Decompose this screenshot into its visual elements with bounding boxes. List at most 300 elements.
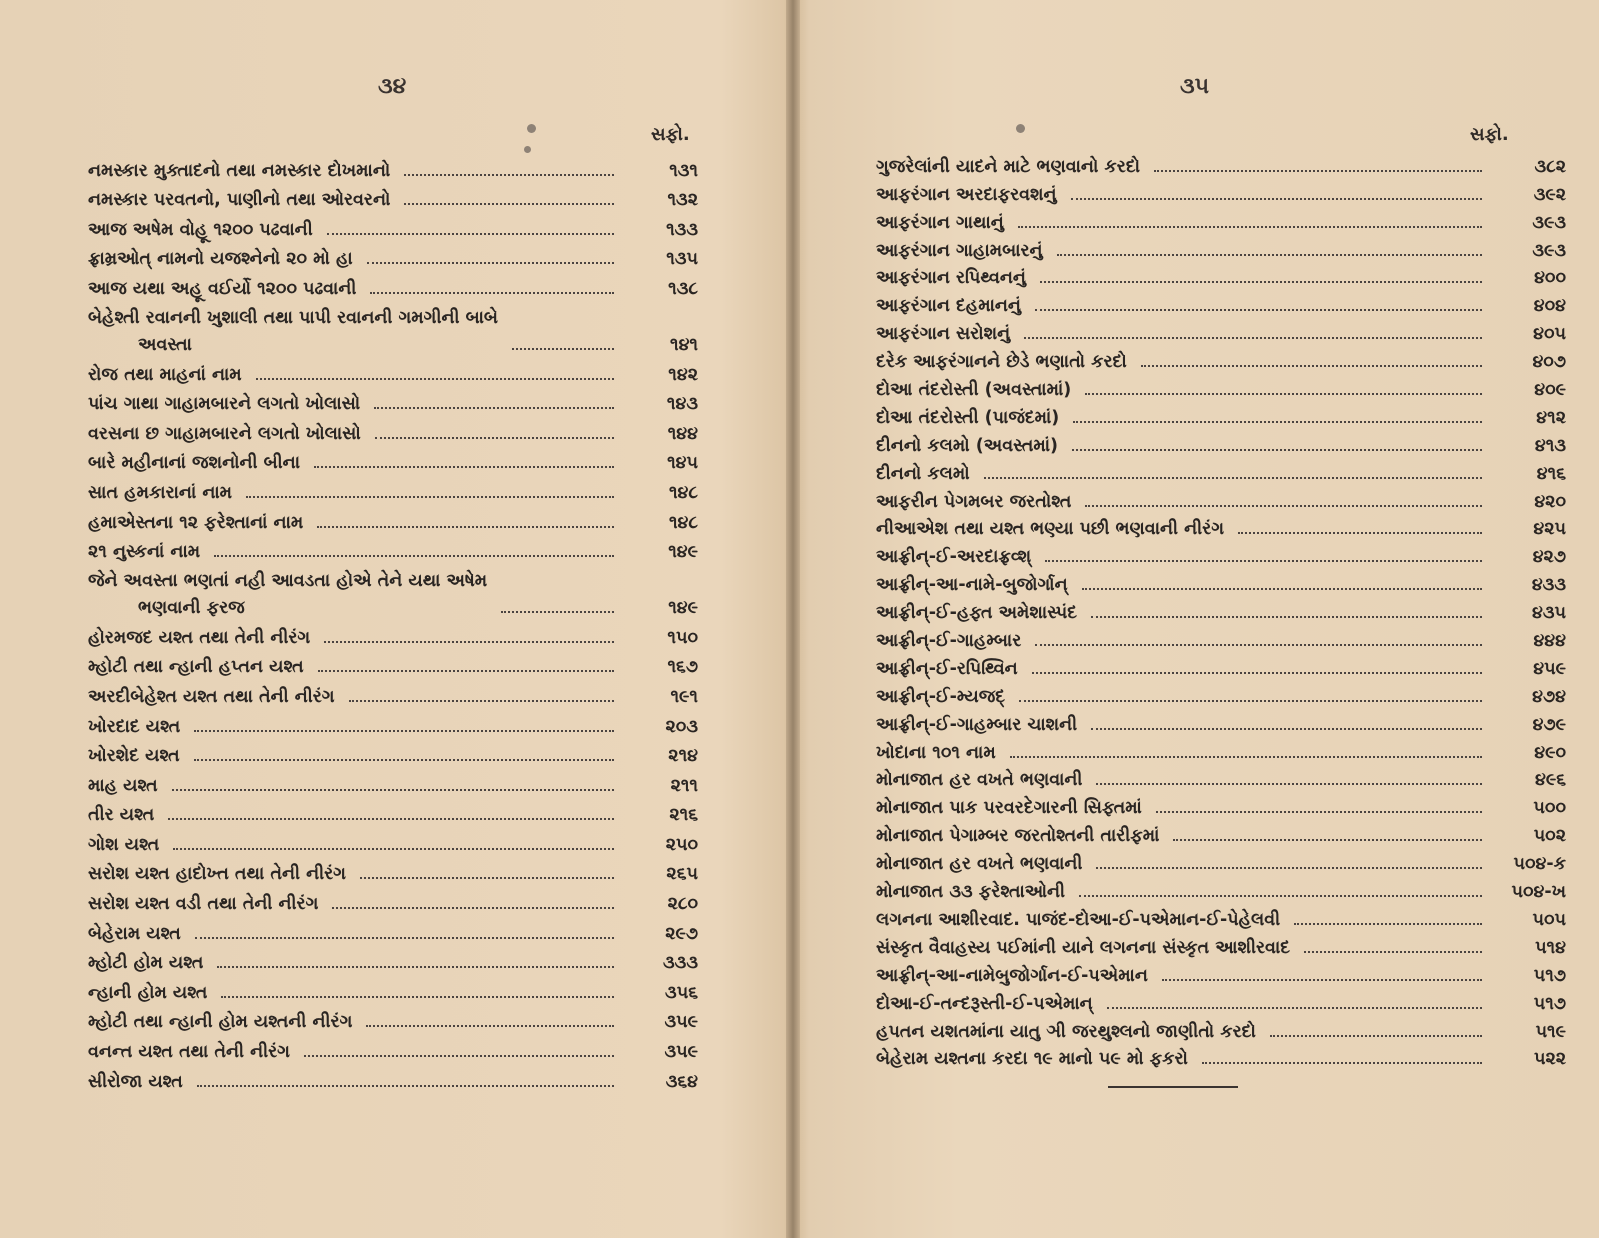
page-column-header: સફો. — [1470, 124, 1509, 145]
toc-entry-title — [876, 265, 1026, 292]
toc-entry-title — [876, 349, 1127, 376]
toc-entry-title-line: જેને અવસ્તા ભણતાં નહી આવડતા હોએ તેને યથા અષેમ — [88, 571, 488, 592]
toc-entry-title-line: આફરંગાન અરદાફરવશનું — [876, 184, 1057, 205]
toc-entry-title — [88, 391, 360, 418]
toc-leader-dots — [194, 730, 614, 732]
toc-entry-title — [876, 740, 996, 767]
toc-leader-dots — [1057, 254, 1482, 256]
toc-leader-dots — [332, 907, 614, 909]
left-page — [0, 0, 790, 1238]
toc-leader-dots — [256, 378, 614, 380]
toc-leader-dots — [1072, 449, 1482, 451]
toc-leader-dots — [317, 526, 614, 528]
toc-entry-title-line: નમસ્કાર પરવતનો, પાણીનો તથા ઓરવરનો — [88, 190, 391, 211]
toc-entry-page: ૫૧૭ — [1533, 993, 1566, 1014]
toc-entry-page: ૪૫૯ — [1533, 658, 1566, 679]
paper-hole — [1016, 124, 1025, 133]
toc-entry-title-line: મ્હોટી હોમ યશ્ત — [88, 953, 204, 974]
toc-entry-title — [876, 879, 1065, 906]
toc-entry-title — [876, 684, 1005, 711]
toc-list — [876, 153, 1566, 1073]
end-rule — [1108, 1086, 1238, 1088]
toc-leader-dots — [1096, 867, 1482, 869]
toc-leader-dots — [360, 877, 614, 879]
toc-entry — [88, 303, 698, 359]
toc-entry-title — [88, 625, 310, 652]
toc-entry-title — [876, 795, 1142, 822]
toc-entry-title-line: ૨૧ નુસ્કનાં નામ — [88, 542, 201, 563]
toc-entry — [88, 155, 698, 185]
toc-entry-title-line: સંસ્કૃત વૈવાહસ્ય પઈમાંની યાને લગનના સંસ્કૃત આશીરવાદ — [876, 937, 1291, 958]
toc-entry-page: ૪૦૪ — [1533, 296, 1566, 317]
toc-entry — [88, 829, 698, 859]
toc-entry-title-line: બેહેરામ યશ્ત — [88, 923, 181, 944]
toc-leader-dots — [1032, 672, 1482, 674]
toc-entry — [876, 1018, 1566, 1046]
toc-entry-title-line: સીરોજા યશ્ત — [88, 1071, 183, 1092]
toc-entry-page: ૪૨૫ — [1533, 519, 1566, 540]
toc-entry-title — [876, 600, 1077, 627]
toc-entry-title-line: હપતન યશતમાંના યાતુ ઞી જરથુશ્લનો જાણીતો કરદો — [876, 1021, 1256, 1042]
toc-leader-dots — [375, 437, 614, 439]
toc-leader-dots — [197, 1085, 614, 1087]
toc-entry — [88, 948, 698, 978]
toc-entry-title — [88, 480, 232, 507]
toc-entry-title — [876, 656, 1018, 683]
toc-entry — [876, 292, 1566, 320]
toc-leader-dots — [1019, 700, 1482, 702]
toc-entry-page: ૧૪૯ — [668, 598, 698, 619]
toc-entry-title-line: નમસ્કાર મુક્તાદનો તથા નમસ્કાર દોખમાનો — [88, 160, 391, 181]
toc-entry-page: ૪૧૨ — [1536, 407, 1566, 428]
toc-entry-title — [88, 1069, 183, 1096]
toc-leader-dots — [1035, 644, 1482, 646]
toc-entry-title-line: મોનાજાત પાક પરવરદેગારની સિફ્તમાં — [876, 798, 1142, 819]
toc-entry — [876, 655, 1566, 683]
toc-entry-title-line: નીઆએશ તથા યશ્ત ભણ્યા પછી ભણવાની નીરંગ — [876, 519, 1225, 540]
toc-entry-title-line: લગનના આશીરવાદ. પાજંદ-દોઆ-ઈ-પએમાન-ઈ-પેહેલવી — [876, 909, 1281, 930]
toc-entry — [88, 770, 698, 800]
toc-entry-page: ૪૦૯ — [1534, 380, 1566, 401]
toc-entry — [876, 488, 1566, 516]
toc-entry-page: ૩૯૨ — [1533, 184, 1566, 205]
toc-entry — [88, 359, 698, 389]
toc-leader-dots — [1085, 393, 1482, 395]
toc-entry-page: ૪૩૩ — [1531, 575, 1566, 596]
toc-entry-page: ૧૪૮ — [668, 512, 698, 533]
toc-entry — [876, 683, 1566, 711]
toc-entry-title — [88, 187, 390, 214]
toc-entry — [876, 906, 1566, 934]
toc-entry — [876, 237, 1566, 265]
toc-entry-title — [88, 1009, 352, 1036]
toc-leader-dots — [195, 937, 614, 939]
toc-entry — [876, 934, 1566, 962]
toc-entry-page: ૧૪૨ — [668, 364, 698, 385]
toc-entry-title — [88, 714, 180, 741]
toc-entry-title-line: સાત હમકારાનાં નામ — [88, 482, 233, 503]
toc-leader-dots — [318, 670, 614, 672]
toc-entry-title — [88, 891, 318, 918]
toc-entry-title-line: બેહેશ્તી રવાનની ખુશાલી તથા પાપી રવાનની ગમગીની બાબે — [88, 307, 498, 328]
toc-entry-page: ૫૧૪ — [1535, 937, 1566, 958]
toc-entry-page: ૧૩૨ — [667, 190, 698, 211]
toc-entry — [88, 918, 698, 948]
toc-entry-page: ૧૪૫ — [667, 453, 698, 474]
toc-leader-dots — [1010, 756, 1482, 758]
toc-entry — [88, 214, 698, 244]
toc-entry-page: ૨૯૭ — [665, 923, 698, 944]
toc-entry-page: ૪૩૫ — [1531, 603, 1566, 624]
toc-leader-dots — [194, 759, 614, 761]
toc-entry-title-line: આજ અષેમ વોહૂ ૧૨૦૦ પઢવાની — [88, 219, 313, 240]
toc-entry — [876, 1046, 1566, 1074]
toc-entry-title-line: આફરંગાન દહમાનનું — [876, 296, 1021, 317]
toc-entry-title-line: આફરંગાન ગાહામબારનું — [876, 240, 1043, 261]
toc-entry-title-line: સરોશ યશ્ત હાદોખ્ત તથા તેની નીરંગ — [88, 864, 346, 885]
toc-entry-title — [88, 421, 361, 448]
toc-entry — [88, 888, 698, 918]
toc-entry-title-line: ગુજરેલાંની યાદને માટે ભણવાનો કરદો — [876, 156, 1140, 177]
toc-entry — [876, 348, 1566, 376]
toc-entry-title — [88, 980, 207, 1007]
toc-entry — [876, 599, 1566, 627]
toc-entry-page: ૪૭૪ — [1532, 686, 1566, 707]
toc-entry — [876, 460, 1566, 488]
toc-entry — [88, 418, 698, 448]
toc-leader-dots — [1082, 588, 1482, 590]
toc-entry-page: ૪૨૦ — [1534, 491, 1566, 512]
toc-entry-title — [88, 246, 353, 273]
toc-entry-title-line: બારે મહીનાનાં જશનોની બીના — [88, 453, 301, 474]
toc-entry-title-line: દીનનો કલમો (અવસ્તમાં) — [876, 435, 1059, 456]
toc-entry — [876, 404, 1566, 432]
page-number: ૩૫ — [1180, 74, 1210, 99]
toc-entry-page: ૧૩૩ — [666, 219, 698, 240]
toc-entry — [876, 571, 1566, 599]
toc-entry-title — [876, 935, 1290, 962]
toc-entry-title-line: આફરંગાન ગાથાનું — [876, 212, 1004, 233]
toc-entry-title-line: દીનનો કલમો — [876, 463, 970, 484]
toc-entry — [88, 389, 698, 419]
toc-leader-dots — [1107, 1007, 1482, 1009]
toc-leader-dots — [512, 348, 614, 350]
toc-entry-title — [88, 362, 242, 389]
toc-entry-page: ૧૩૮ — [668, 278, 698, 299]
toc-entry — [876, 822, 1566, 850]
toc-entry-page: ૨૧૬ — [669, 805, 698, 826]
toc-entry-title-line: રોજ તથા માહનાં નામ — [88, 364, 242, 385]
toc-entry-title — [88, 950, 203, 977]
toc-entry — [876, 181, 1566, 209]
toc-leader-dots — [246, 496, 614, 498]
toc-entry-title — [88, 217, 313, 244]
toc-entry-page: ૪૯૬ — [1534, 770, 1566, 791]
toc-entry-title-line: વનન્ત યશ્ત તથા તેની નીરંગ — [88, 1042, 290, 1063]
toc-entry — [88, 244, 698, 274]
toc-entry-title-line: આફ્રીન્-ઈ-હફ્ત અમેશાસ્પંદ — [876, 603, 1077, 624]
toc-leader-dots — [1085, 505, 1482, 507]
toc-entry-title-line: ખોરદાદ યશ્ત — [88, 716, 181, 737]
toc-leader-dots — [1202, 1062, 1482, 1064]
toc-leader-dots — [1079, 895, 1482, 897]
toc-leader-dots — [349, 700, 614, 702]
toc-entry — [88, 537, 698, 567]
toc-leader-dots — [1024, 337, 1482, 339]
toc-entry-title-line: હમાએસ્તના ૧૨ ફરેશ્તાનાં નામ — [88, 512, 304, 533]
toc-entry-title — [876, 572, 1068, 599]
toc-entry-page: ૫૦૫ — [1532, 909, 1566, 930]
toc-entry — [88, 800, 698, 830]
toc-entry-title — [88, 861, 346, 888]
toc-entry-page: ૧૫૦ — [667, 627, 698, 648]
toc-entry-title — [876, 461, 970, 488]
toc-leader-dots — [214, 555, 614, 557]
toc-leader-dots — [1035, 309, 1482, 311]
toc-entry-title — [88, 568, 487, 622]
toc-entry-title — [88, 743, 180, 770]
toc-entry — [88, 652, 698, 682]
toc-entry-page: ૧૪૯ — [668, 542, 698, 563]
right-page — [800, 0, 1599, 1238]
toc-entry-page: ૩૫૬ — [665, 982, 698, 1003]
toc-entry — [88, 1036, 698, 1066]
toc-entry — [876, 962, 1566, 990]
toc-entry-title-line: આફરંગાન રપિથ્વનનું — [876, 268, 1026, 289]
toc-leader-dots — [1071, 198, 1482, 200]
toc-leader-dots — [374, 407, 614, 409]
toc-entry-title — [876, 433, 1058, 460]
toc-leader-dots — [367, 262, 614, 264]
toc-leader-dots — [984, 477, 1482, 479]
toc-entry — [88, 1066, 698, 1096]
toc-entry-title — [876, 991, 1093, 1018]
toc-entry — [88, 1007, 698, 1037]
toc-entry-page: ૧૪૮ — [668, 482, 698, 503]
toc-entry-page: ૫૦૨ — [1533, 826, 1566, 847]
toc-entry — [876, 711, 1566, 739]
toc-entry-page: ૧૩૧ — [669, 160, 698, 181]
toc-entry-title-line: ખોરશેદ યશ્ત — [88, 746, 180, 767]
toc-leader-dots — [172, 789, 614, 791]
toc-entry-title — [88, 832, 159, 859]
toc-entry-title — [88, 654, 304, 681]
toc-entry-title — [876, 377, 1071, 404]
toc-entry — [88, 741, 698, 771]
toc-leader-dots — [404, 203, 614, 205]
toc-entry — [876, 516, 1566, 544]
toc-entry — [876, 739, 1566, 767]
toc-entry-title-line: ખોદાના ૧૦૧ નામ — [876, 742, 996, 763]
toc-entry-title — [88, 1039, 290, 1066]
page-number: ૩૪ — [378, 74, 407, 99]
toc-entry-title-line: ભણવાની ફરજ — [138, 598, 245, 619]
toc-leader-dots — [1156, 811, 1482, 813]
toc-entry-page: ૫૦૪-ખ — [1511, 882, 1566, 903]
toc-entry-page: ૪૧૬ — [1536, 463, 1566, 484]
toc-leader-dots — [327, 233, 614, 235]
toc-entry-page: ૩૫૯ — [664, 1012, 698, 1033]
toc-entry-title — [876, 154, 1140, 181]
toc-leader-dots — [324, 641, 614, 643]
toc-leader-dots — [173, 848, 614, 850]
toc-entry-page: ૩૮૨ — [1534, 156, 1566, 177]
toc-entry-title — [88, 276, 356, 303]
toc-entry-title-line: માહ યશ્ત — [88, 775, 158, 796]
toc-entry-page: ૧૬૭ — [667, 657, 698, 678]
toc-entry-page: ૪૦૦ — [1534, 268, 1566, 289]
toc-entry-title — [88, 305, 498, 359]
toc-leader-dots — [1270, 1035, 1482, 1037]
toc-entry-title — [876, 544, 1031, 571]
toc-leader-dots — [1096, 783, 1482, 785]
toc-entry-page: ૪૨૭ — [1532, 547, 1566, 568]
toc-leader-dots — [221, 996, 614, 998]
toc-entry-title-line: મોનાજાત હર વખતે ભણવાની — [876, 854, 1083, 875]
toc-entry-page: ૫૧૭ — [1533, 965, 1566, 986]
toc-entry-title-line: મોનાજાત પેગામ્બર જરતોશ્તની તારીફમાં — [876, 826, 1160, 847]
toc-entry-title-line: દરેક આફરંગાનને છેડે ભણાતો કરદો — [876, 352, 1127, 373]
toc-leader-dots — [1073, 421, 1482, 423]
toc-entry-title — [876, 321, 1010, 348]
toc-entry — [88, 507, 698, 537]
toc-entry-title — [876, 210, 1004, 237]
toc-entry-title — [876, 851, 1082, 878]
toc-entry-page: ૨૧૪ — [668, 746, 698, 767]
toc-entry-title-line: દોઆ-ઈ-તન્દરૂસ્તી-ઈ-પએમાન્ — [876, 993, 1093, 1014]
toc-entry-title — [88, 921, 181, 948]
toc-entry-title-line: સરોશ યશ્ત વડી તથા તેની નીરંગ — [88, 894, 319, 915]
toc-entry-page: ૨૫૦ — [665, 834, 698, 855]
toc-list — [88, 155, 698, 1096]
toc-entry — [88, 477, 698, 507]
toc-leader-dots — [366, 1025, 614, 1027]
toc-entry-page: ૩૬૪ — [665, 1071, 698, 1092]
toc-entry-page: ૧૯૧ — [670, 686, 698, 707]
toc-entry-title-line: આફ્રીન્-આ-નામે-બુજોર્ગાન્ — [876, 575, 1068, 596]
toc-entry-page: ૪૯૦ — [1534, 742, 1566, 763]
toc-entry-title-line: અવસ્તા — [138, 334, 192, 355]
toc-entry-page: ૩૯૩ — [1532, 212, 1566, 233]
toc-entry-title — [88, 158, 390, 185]
toc-entry-title-line: આફ્રીન્-ઈ-અરદાફ્રવ્શ્ — [876, 547, 1032, 568]
toc-leader-dots — [1091, 728, 1482, 730]
paper-hole — [527, 124, 536, 133]
toc-entry — [876, 794, 1566, 822]
toc-entry — [88, 566, 698, 622]
toc-entry-page: ૪૪૪ — [1533, 631, 1566, 652]
toc-entry-page: ૧૪૪ — [667, 423, 698, 444]
toc-entry — [876, 767, 1566, 795]
toc-entry-title-line: પાંચ ગાથા ગાહામબારને લગતો ખોલાસો — [88, 394, 361, 415]
toc-leader-dots — [1091, 616, 1482, 618]
toc-leader-dots — [370, 292, 614, 294]
toc-entry-title-line: ન્હાની હોમ યશ્ત — [88, 982, 208, 1003]
toc-entry-page: ૨૬૫ — [666, 864, 698, 885]
toc-entry-title — [876, 767, 1082, 794]
toc-entry-page: ૨૮૦ — [667, 894, 698, 915]
toc-entry-title-line: હોરમજદ યશ્ત તથા તેની નીરંગ — [88, 627, 311, 648]
page-column-header: સફો. — [651, 124, 690, 145]
toc-entry-page: ૪૧૩ — [1534, 435, 1566, 456]
toc-entry-title-line: આફ્રીન્-ઈ-રપિથ્વિન — [876, 658, 1018, 679]
toc-entry — [876, 209, 1566, 237]
toc-entry-title — [876, 823, 1159, 850]
toc-entry-title-line: મ્હોટી તથા ન્હાની હપ્તન યશ્ત — [88, 657, 304, 678]
toc-entry — [876, 432, 1566, 460]
toc-entry-title-line: આફરંગાન સરોશનું — [876, 324, 1011, 345]
toc-entry — [88, 977, 698, 1007]
toc-entry-title — [88, 773, 158, 800]
toc-entry-page: ૫૨૨ — [1533, 1049, 1566, 1070]
toc-entry — [88, 185, 698, 215]
toc-entry-title — [876, 1046, 1188, 1073]
toc-entry-title — [876, 963, 1148, 990]
toc-entry — [876, 850, 1566, 878]
toc-entry-title-line: ફ્રામ્રઓત્ નામનો યજશ્નેનો ૨૦ મો હા — [88, 249, 353, 270]
toc-leader-dots — [1018, 226, 1482, 228]
toc-entry — [876, 878, 1566, 906]
toc-entry-title-line: મોનાજાત ૩૩ ફરેશ્તાઓની — [876, 882, 1066, 903]
toc-entry — [88, 622, 698, 652]
toc-leader-dots — [1173, 839, 1482, 841]
toc-entry-page: ૩૩૩ — [663, 953, 698, 974]
toc-entry-title-line: આફ્રીન્-ઈ-ગાહમ્બાર — [876, 631, 1022, 652]
toc-entry-title — [876, 182, 1057, 209]
toc-entry-title-line: આફ્રીન્-ઈ-મ્યજદ્ — [876, 686, 1006, 707]
toc-entry-title-line: દોઆ તંદરોસ્તી (અવસ્તામાં) — [876, 380, 1072, 401]
toc-entry-page: ૫૦૦ — [1533, 798, 1566, 819]
toc-leader-dots — [304, 1055, 614, 1057]
toc-entry-title — [876, 907, 1280, 934]
toc-entry-title-line: આફ્રીન્-ઈ-ગાહમ્બાર ચાશની — [876, 714, 1078, 735]
toc-entry-page: ૩૯૩ — [1532, 240, 1566, 261]
toc-entry-title-line: આજ યથા અહૂ વઈર્યો ૧૨૦૦ પઢવાની — [88, 278, 357, 299]
toc-entry-title — [88, 450, 300, 477]
toc-entry-title-line: મ્હોટી તથા ન્હાની હોમ યશ્તની નીરંગ — [88, 1012, 353, 1033]
toc-entry-title-line: બેહેરામ યશ્તના કરદા ૧૯ માનો ૫૯ મો ફકરો — [876, 1049, 1188, 1070]
toc-entry-title-line: વરસના છ ગાહામબારને લગતો ખોલાસો — [88, 423, 361, 444]
toc-entry — [876, 543, 1566, 571]
toc-entry-title-line: અરદીબેહેશ્ત યશ્ત તથા તેની નીરંગ — [88, 686, 335, 707]
toc-entry-title — [876, 712, 1077, 739]
toc-entry-title — [876, 293, 1021, 320]
toc-leader-dots — [1040, 281, 1482, 283]
toc-entry-page: ૧૪૧ — [670, 334, 698, 355]
toc-entry-title — [88, 802, 154, 829]
toc-entry-page: ૪૦૫ — [1533, 324, 1566, 345]
toc-entry-page: ૪૦૭ — [1532, 352, 1566, 373]
toc-leader-dots — [1238, 532, 1482, 534]
toc-entry — [876, 376, 1566, 404]
toc-leader-dots — [1294, 923, 1482, 925]
toc-entry-title — [88, 539, 200, 566]
toc-entry-title — [876, 238, 1043, 265]
toc-entry-title — [876, 516, 1224, 543]
toc-entry-title-line: દોઆ તંદરોસ્તી (પાજંદમાં) — [876, 407, 1060, 428]
toc-leader-dots — [1045, 560, 1482, 562]
toc-entry — [876, 320, 1566, 348]
toc-entry — [876, 153, 1566, 181]
toc-entry-title — [876, 405, 1059, 432]
toc-entry — [88, 711, 698, 741]
toc-entry-page: ૩૫૯ — [664, 1042, 698, 1063]
toc-entry — [876, 990, 1566, 1018]
toc-leader-dots — [501, 611, 614, 613]
toc-entry-title — [876, 628, 1021, 655]
toc-entry — [88, 273, 698, 303]
toc-entry-page: ૧૩૫ — [666, 249, 698, 270]
